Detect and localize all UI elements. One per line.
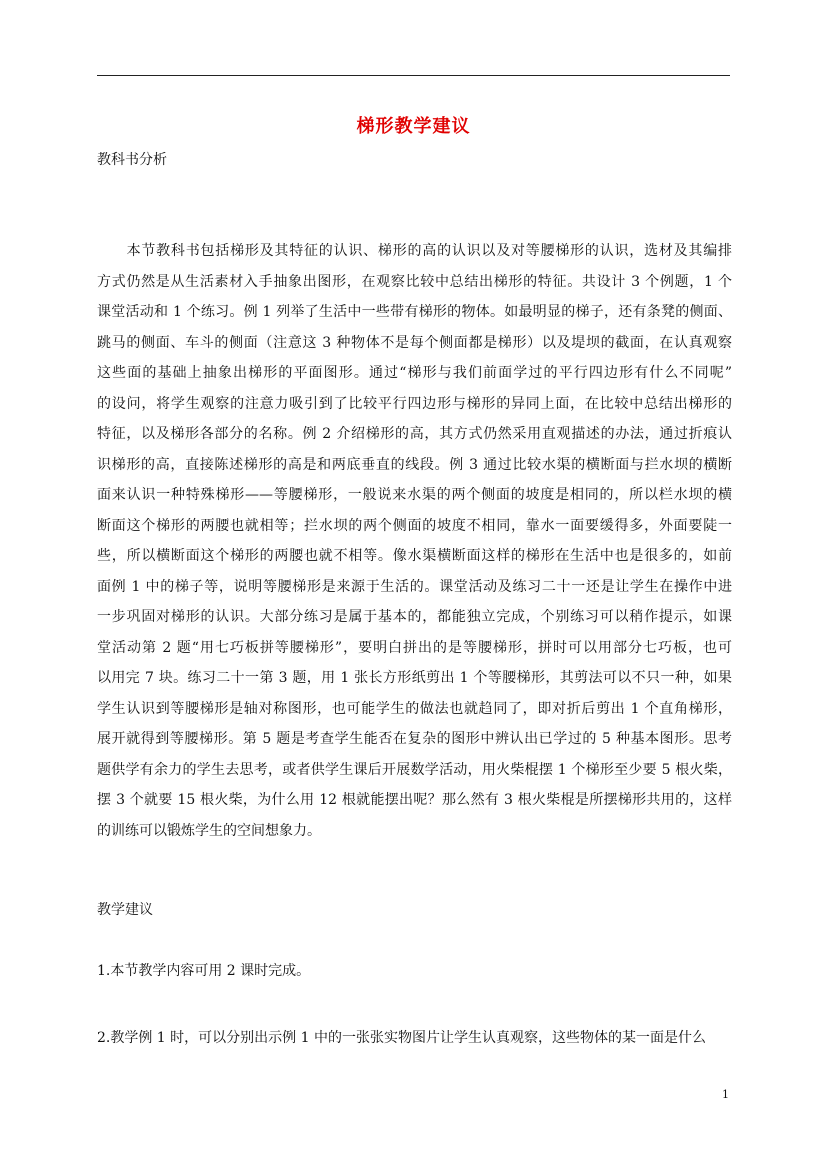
page-number: 1	[722, 1088, 729, 1101]
header-rule	[97, 75, 730, 76]
paragraph-line: 跳马的侧面、车斗的侧面（注意这 3 种物体不是每个侧面都是梯形）以及堤坝的截面，在认真观察	[97, 334, 732, 351]
paragraph-line: 这些面的基础上抽象出梯形的平面图形。通过“梯形与我们前面学过的平行四边形有什么不同呢”	[97, 365, 732, 381]
document-title: 梯形教学建议	[356, 116, 471, 137]
paragraph-line: 的训练可以锻炼学生的空间想象力。	[97, 822, 321, 839]
paragraph-line: 面来认识一种特殊梯形——等腰梯形，一般说来水渠的两个侧面的坡度是相同的，所以栏水坝的横	[97, 487, 732, 503]
paragraph-line: 面例 1 中的梯子等，说明等腰梯形是来源于生活的。课堂活动及练习二十一还是让学生在操作中进	[97, 578, 732, 595]
paragraph-line: 些，所以横断面这个梯形的两腰也就不相等。像水渠横断面这样的梯形在生活中也是很多的，如前	[97, 548, 732, 564]
paragraph-line: 摆 3 个就要 15 根火柴，为什么用 12 根就能摆出呢？那么然有 3 根火柴棍是所摆梯形共用的，这样	[97, 792, 732, 808]
paragraph-line: 本节教科书包括梯形及其特征的认识、梯形的高的认识以及对等腰梯形的认识，选材及其编排	[97, 243, 732, 259]
suggestion-item-1: 1.本节教学内容可用 2 课时完成。	[97, 963, 311, 979]
paragraph-line: 题供学有余力的学生去思考，或者供学生课后开展数学活动，用火柴棍摆 1 个梯形至少要 5 根火柴，	[97, 761, 732, 778]
paragraph-line: 展开就得到等腰梯形。第 5 题是考查学生能否在复杂的图形中辨认出已学过的 5 种基本图形。思考	[97, 731, 732, 747]
paragraph-line: 识梯形的高，直接陈述梯形的高是和两底垂直的线段。例 3 通过比较水渠的横断面与拦水坝的横断	[97, 456, 732, 473]
paragraph-line: 断面这个梯形的两腰也就相等；拦水坝的两个侧面的坡度不相同，靠水一面要缓得多，外面要陡一	[97, 517, 732, 534]
section-heading-textbook-analysis: 教科书分析	[97, 152, 167, 168]
paragraph-line: 一步巩固对梯形的认识。大部分练习是属于基本的，都能独立完成，个别练习可以稍作提示，如课	[97, 609, 732, 625]
analysis-paragraph	[97, 236, 732, 846]
paragraph-line: 方式仍然是从生活素材入手抽象出图形，在观察比较中总结出梯形的特征。共设计 3 个例题，1 个	[97, 273, 732, 290]
paragraph-line: 课堂活动和 1 个练习。例 1 列举了生活中一些带有梯形的物体。如最明显的梯子，还有条凳的侧面、	[97, 304, 732, 320]
section-heading-teaching-suggestions: 教学建议	[97, 902, 153, 918]
paragraph-line: 特征，以及梯形各部分的名称。例 2 介绍梯形的高，其方式仍然采用直观描述的办法，通过折痕认	[97, 426, 732, 442]
paragraph-line: 以用完 7 块。练习二十一第 3 题，用 1 张长方形纸剪出 1 个等腰梯形，其剪法可以不只一种，如果	[97, 670, 732, 686]
paragraph-line: 的设问，将学生观察的注意力吸引到了比较平行四边形与梯形的异同上面，在比较中总结出梯形的	[97, 395, 732, 412]
paragraph-line: 堂活动第 2 题“用七巧板拼等腰梯形”，要明白拼出的是等腰梯形，拼时可以用部分七巧板，也可	[97, 639, 732, 656]
paragraph-line: 学生认识到等腰梯形是轴对称图形，也可能学生的做法也就趋同了，即对折后剪出 1 个直角梯形，	[97, 700, 732, 717]
suggestion-item-2: 2.教学例 1 时，可以分别出示例 1 中的一张张实物图片让学生认真观察，这些物体的某一面是什么	[97, 1030, 706, 1046]
